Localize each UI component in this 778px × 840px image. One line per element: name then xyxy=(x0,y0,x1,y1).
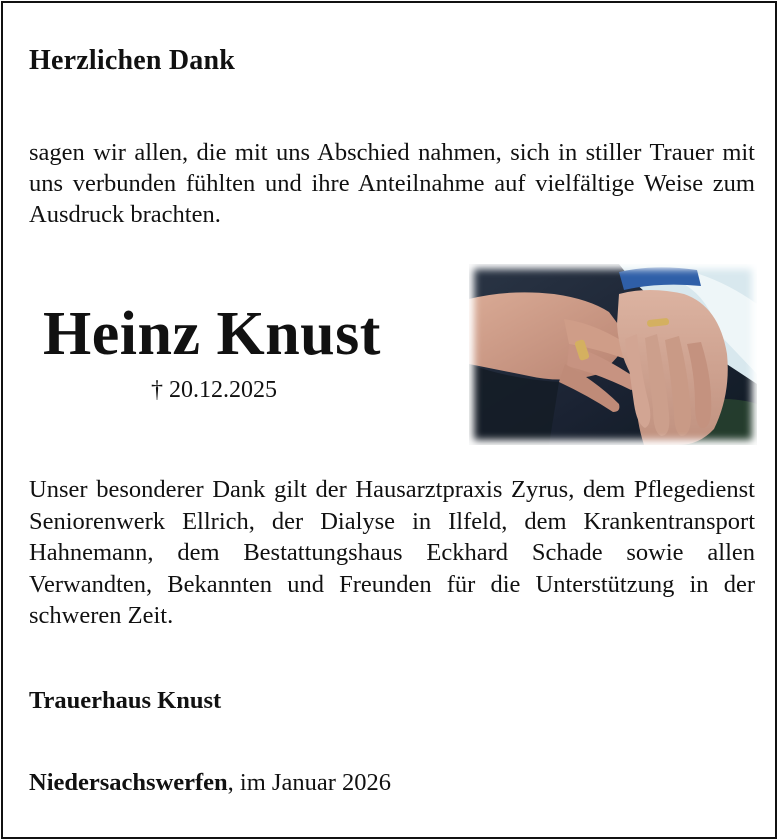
deceased-name: Heinz Knust xyxy=(43,300,381,368)
place-date-line xyxy=(29,769,391,797)
obituary-notice-frame xyxy=(1,1,777,839)
hands-illustration xyxy=(469,264,757,445)
death-date: † 20.12.2025 xyxy=(151,377,277,403)
intro-text: sagen wir allen, die mit uns Abschied nahmen, sich in stiller Trauer mit uns verbunden fühlten und ihre Anteilnahme auf vielfältige Weise zum Ausdruck brachten. xyxy=(29,139,755,228)
place-name: Niedersachswerfen xyxy=(29,769,228,796)
date-line: , im Januar 2026 xyxy=(227,769,391,796)
signature: Trauerhaus Knust xyxy=(29,687,222,714)
holding-hands-photo xyxy=(469,264,757,445)
heading: Herzlichen Dank xyxy=(29,45,235,76)
thanks-text: Unser besonderer Dank gilt der Hausarztpraxis Zyrus, dem Pflegedienst Seniorenwerk Ellrich, der Dialyse in Ilfeld, dem Krankentransport Hahnemann, dem Bestattungshaus Eckhard Schade sowie allen Verwandten, Bekannten und Freunden für die Unterstützung in der schweren Zeit. xyxy=(29,476,755,629)
